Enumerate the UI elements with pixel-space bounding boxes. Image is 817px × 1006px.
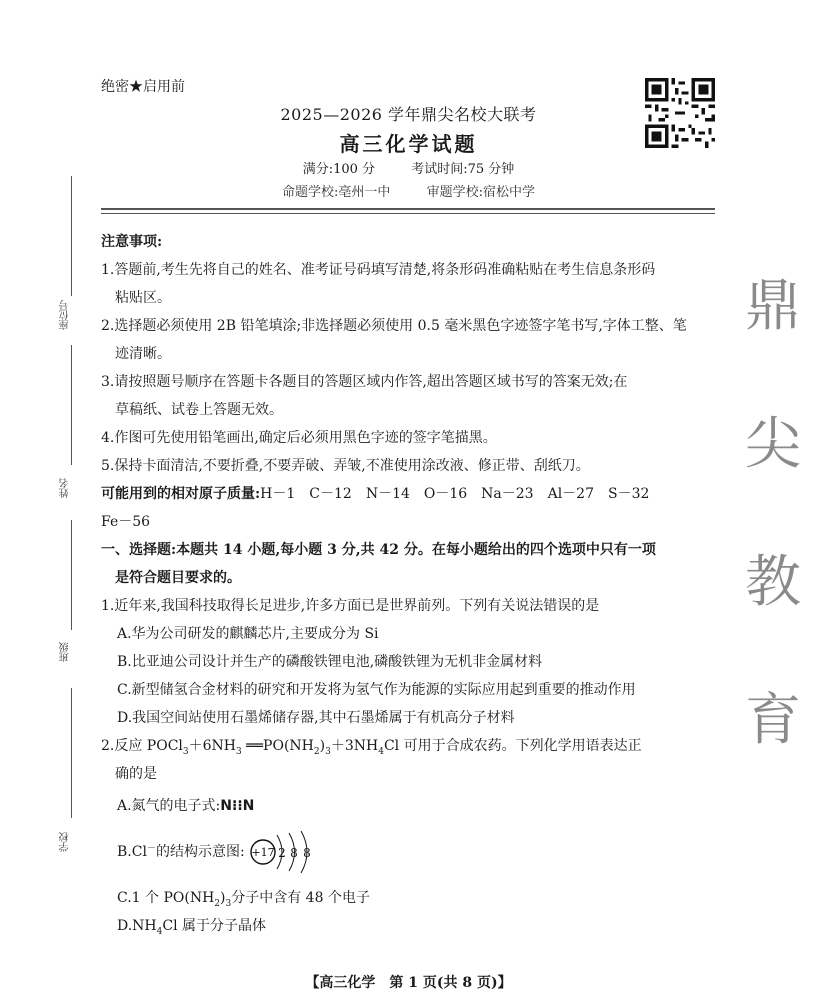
exam-title: 2025—2026 学年鼎尖名校大联考	[280, 105, 537, 124]
confidential-label: 绝密★启用前	[101, 79, 185, 95]
chloride-ion-structure-diagram	[249, 827, 321, 877]
atomic-masses-cont: Fe－56	[101, 514, 151, 530]
school-line	[0, 181, 817, 200]
q2-stem-cont: 确的是	[115, 766, 157, 782]
watermark-char: 鼎	[745, 274, 801, 339]
watermark-char: 教	[745, 550, 801, 615]
q1-option-b: B.比亚迪公司设计并生产的磷酸铁锂电池,磷酸铁锂为无机非金属材料	[117, 654, 543, 670]
nitrogen-electron-formula: N⁝⁝N	[220, 798, 255, 814]
q1-stem: 1.近年来,我国科技取得长足进步,许多方面已是世界前列。下列有关说法错误的是	[101, 598, 600, 614]
q1-option-c: C.新型储氢合金材料的研究和开发将为氢气作为能源的实际应用起到重要的推动作用	[117, 682, 636, 698]
proposer-school: 命题学校:亳州一中	[282, 185, 391, 200]
watermark-char: 尖	[745, 412, 801, 477]
q1-option-d: D.我国空间站使用石墨烯储存器,其中石墨烯属于有机高分子材料	[117, 710, 515, 726]
q2-option-c: C.1 个 $PO(NH_2)_3$分子中含有 48 个电子	[117, 890, 370, 909]
score-time-line	[0, 158, 817, 177]
q2-option-a: A.氮气的电子式:N⁝⁝N	[101, 788, 718, 824]
binding-line	[71, 520, 72, 630]
school-label: 学校	[60, 832, 71, 852]
watermark-char: 育	[745, 688, 801, 753]
header-divider-thin	[101, 213, 715, 214]
page-footer: 【高三化学 第 1 页(共 8 页)】	[305, 975, 512, 991]
shell-electrons: 8	[290, 846, 298, 860]
notice-title: 注意事项:	[101, 234, 163, 250]
seat-label: 座位号	[60, 300, 71, 330]
q2-option-d: $D.NH_4Cl$ 属于分子晶体	[117, 918, 267, 937]
full-score: 满分:100 分	[302, 162, 376, 177]
class-label: 班级	[60, 642, 71, 662]
notice-item: 2.选择题必须使用 2B 铅笔填涂;非选择题必须使用 0.5 毫米黑色字迹签字笔书写,字体工整、笔	[101, 318, 687, 334]
binding-line	[71, 176, 72, 296]
q2-option-b: B.Cl－的结构示意图: +17 2 8 8	[101, 824, 718, 880]
notice-item: 5.保持卡面清洁,不要折叠,不要弄破、弄皱,不准使用涂改液、修正带、刮纸刀。	[101, 458, 590, 474]
q2-stem: 2.反应 $POCl_3+6NH_3$ $══PO(NH_2)_3+3NH_4Cl$ 可用于合成农药。下列化学用语表达正	[101, 738, 642, 757]
notice-item: 4.作图可先使用铅笔画出,确定后必须用黑色字迹的签字笔描黑。	[101, 430, 497, 446]
exam-body	[101, 228, 718, 940]
reviewer-school: 审题学校:宿松中学	[426, 185, 535, 200]
section-heading: 一、选择题:本题共 14 小题,每小题 3 分,共 42 分。在每小题给出的四个选项中只有一项	[101, 542, 656, 558]
exam-time: 考试时间:75 分钟	[411, 162, 515, 177]
shell-electrons: 2	[278, 846, 286, 860]
atomic-masses-values: H－1 C－12 N－14 O－16 Na－23 Al－27 S－32	[260, 486, 650, 502]
notice-item: 草稿纸、试卷上答题无效。	[115, 402, 283, 418]
header-divider	[101, 208, 715, 210]
subject-title: 高三化学试题	[339, 132, 478, 156]
name-label: 姓名	[60, 478, 71, 498]
notice-item: 3.请按照题号顺序在答题卡各题目的答题区域内作答,超出答题区域书写的答案无效;在	[101, 374, 628, 390]
nucleus-charge: +17	[251, 846, 275, 859]
atomic-masses	[101, 480, 718, 508]
binding-line	[71, 688, 72, 818]
shell-electrons: 8	[303, 846, 311, 860]
q1-option-a: A.华为公司研发的麒麟芯片,主要成分为 Si	[117, 626, 379, 642]
section-heading-cont: 是符合题目要求的。	[115, 570, 241, 586]
notice-item: 粘贴区。	[115, 290, 171, 306]
notice-item: 1.答题前,考生先将自己的姓名、准考证号码填写清楚,将条形码准确粘贴在考生信息条形码	[101, 262, 656, 278]
atomic-masses-label: 可能用到的相对原子质量:	[101, 486, 261, 502]
binding-line	[71, 345, 72, 465]
qr-code-icon	[645, 78, 715, 148]
notice-item: 迹清晰。	[115, 346, 171, 362]
